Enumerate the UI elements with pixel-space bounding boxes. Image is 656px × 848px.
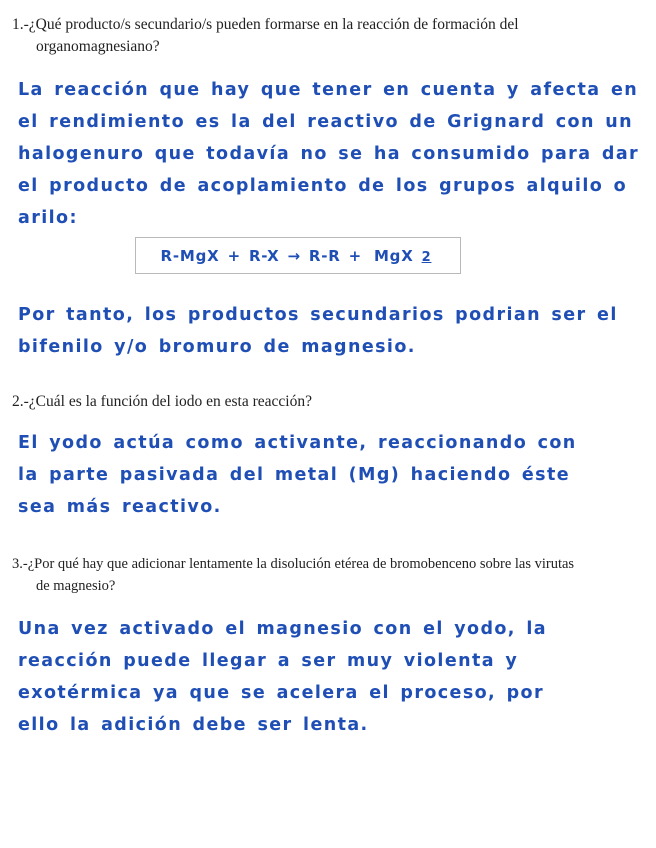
answer-1-conclusion — [18, 299, 638, 363]
answer-1-line: halogenuro que todavía no se ha consumido para dar — [18, 144, 640, 164]
equation-term-grignard: R-MgX — [160, 246, 220, 265]
equation-term-magnesium-salt — [370, 247, 436, 265]
answer-3-line: ello la adición debe ser lenta. — [18, 715, 369, 735]
answer-1-conclusion-line: Por tanto, los productos secundarios podrian ser el — [18, 305, 618, 325]
answer-1-line: el producto de acoplamiento de los grupos alquilo o — [18, 176, 628, 196]
question-1-line-2: organomagnesiano? — [36, 38, 160, 55]
answer-2-line: El yodo actúa como activante, reaccionando con — [18, 433, 577, 453]
equation-plus: + — [348, 246, 362, 265]
equation-plus: + — [227, 246, 241, 265]
question-3-line-1: 3.-¿Por qué hay que adicionar lentamente la disolución etérea de bromobenceno sobre las virutas — [12, 556, 575, 572]
question-2-line-1: 2.-¿Cuál es la función del iodo en esta reacción? — [12, 393, 312, 410]
question-1 — [12, 14, 632, 58]
reaction-equation-box — [135, 237, 461, 274]
answer-2-line: la parte pasivada del metal (Mg) haciendo éste — [18, 465, 571, 485]
answer-3-line: Una vez activado el magnesio con el yodo, la — [18, 619, 547, 639]
answer-3-line: exotérmica ya que se acelera el proceso, por — [18, 683, 544, 703]
question-3 — [12, 553, 632, 597]
answer-1-line: La reacción que hay que tener en cuenta y afecta en — [18, 80, 639, 100]
answer-1-line: el rendimiento es la del reactivo de Grignard con un — [18, 112, 634, 132]
answer-1 — [18, 74, 638, 234]
question-2 — [12, 391, 632, 413]
equation-subscript: 2 — [421, 249, 432, 265]
equation-term-magnesium-salt-base: MgX — [373, 246, 414, 265]
question-1-line-1: 1.-¿Qué producto/s secundario/s pueden formarse en la reacción de formación del — [12, 16, 519, 33]
answer-1-line: arilo: — [18, 208, 78, 228]
reaction-arrow: → — [287, 246, 301, 265]
equation-term-coupling-product: R-R — [308, 246, 341, 265]
answer-2-line: sea más reactivo. — [18, 497, 222, 517]
equation-term-halide: R-X — [248, 246, 280, 265]
answer-3-line: reacción puede llegar a ser muy violenta y — [18, 651, 519, 671]
answer-3 — [18, 613, 638, 741]
answer-2 — [18, 427, 638, 523]
answer-1-conclusion-line: bifenilo y/o bromuro de magnesio. — [18, 337, 416, 357]
question-3-line-2: de magnesio? — [36, 578, 116, 594]
